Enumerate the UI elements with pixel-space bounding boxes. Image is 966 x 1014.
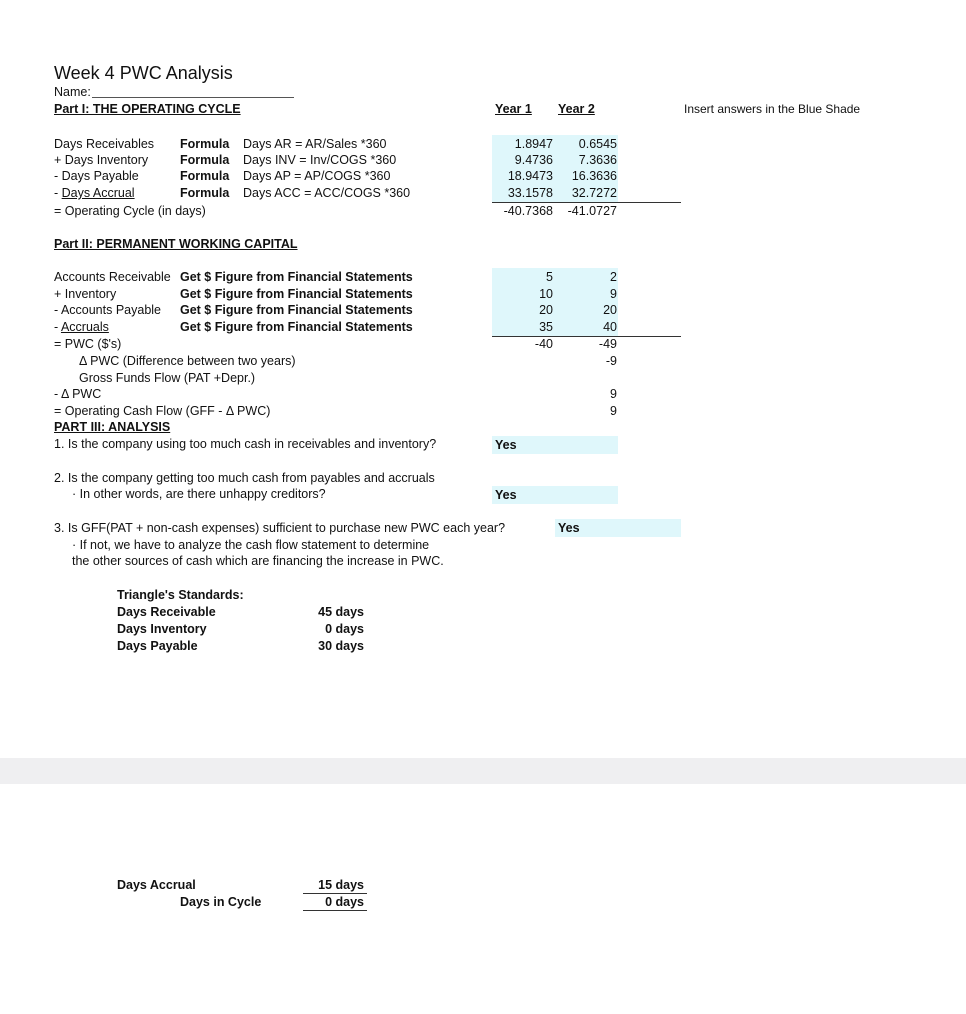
answer-3[interactable]: Yes	[558, 521, 580, 535]
p1-formula: Days AP = AP/COGS *360	[243, 169, 391, 183]
page-break	[0, 758, 966, 784]
p2-y2-value[interactable]: 40	[603, 320, 617, 334]
page-title: Week 4 PWC Analysis	[54, 63, 233, 83]
operating-cycle-y2: -41.0727	[567, 204, 617, 218]
cycle-bottom-line	[303, 910, 367, 911]
year1-header: Year 1	[495, 102, 532, 116]
part3-heading: PART III: ANALYSIS	[54, 420, 171, 434]
p1-y2-value[interactable]: 16.3636	[571, 169, 617, 183]
p1-row-label: - Days Payable	[54, 169, 139, 183]
p1-y1-value[interactable]: 9.4736	[514, 153, 553, 167]
p2-source: Get $ Figure from Financial Statements	[180, 270, 413, 284]
p1-row-label: + Days Inventory	[54, 153, 149, 167]
p2-row-label: Accounts Receivable	[54, 270, 171, 284]
delta-pwc-label: Δ PWC (Difference between two years)	[79, 354, 296, 368]
standard-label: Days Payable	[117, 639, 198, 653]
p2-y1-value[interactable]: 10	[539, 287, 553, 301]
label-prefix: -	[54, 186, 62, 200]
question-2: 2. Is the company getting too much cash from payables and accruals	[54, 471, 435, 485]
ocf-label: = Operating Cash Flow (GFF - Δ PWC)	[54, 404, 271, 418]
answer-1[interactable]: Yes	[495, 438, 517, 452]
p1-y2-value[interactable]: 7.3636	[578, 153, 617, 167]
question-2-detail: · In other words, are there unhappy creditors?	[72, 487, 326, 501]
p2-row-label: - Accounts Payable	[54, 303, 162, 317]
question-1: 1. Is the company using too much cash in receivables and inventory?	[54, 437, 437, 451]
name-label: Name:	[54, 85, 91, 99]
p1-row-label	[54, 185, 135, 201]
part2-heading: Part II: PERMANENT WORKING CAPITAL	[54, 237, 298, 251]
p2-y1-value[interactable]: 5	[546, 270, 553, 284]
p1-formula: Days ACC = ACC/COGS *360	[243, 186, 411, 200]
p2-y1-value[interactable]: 20	[539, 303, 553, 317]
p1-formula-tag: Formula	[180, 169, 230, 183]
p1-y1-value[interactable]: 1.8947	[514, 137, 553, 151]
delta-pwc-y2: -9	[605, 354, 617, 368]
days-accrual-value: 15 days	[318, 878, 364, 892]
standard-value: 0 days	[325, 622, 364, 636]
p2-y2-value[interactable]: 9	[610, 287, 617, 301]
accrual-label: Days Accrual	[61, 186, 135, 200]
days-in-cycle-label: Days in Cycle	[180, 895, 262, 909]
p1-row-label: Days Receivables	[54, 137, 155, 151]
days-accrual-label: Days Accrual	[117, 878, 196, 892]
pwc-y2: -49	[598, 337, 617, 351]
standard-label: Days Inventory	[117, 622, 207, 636]
p2-source: Get $ Figure from Financial Statements	[180, 287, 413, 301]
ocf-y2: 9	[610, 404, 617, 418]
accruals-label: Accruals	[60, 320, 109, 334]
year2-header: Year 2	[558, 102, 595, 116]
part1-heading: Part I: THE OPERATING CYCLE	[54, 102, 241, 116]
standard-value: 45 days	[318, 605, 364, 619]
answer-2[interactable]: Yes	[495, 488, 517, 502]
question-3: 3. Is GFF(PAT + non-cash expenses) sufficient to purchase new PWC each year?	[54, 521, 506, 535]
p2-y2-value[interactable]: 2	[610, 270, 617, 284]
p1-y2-value[interactable]: 0.6545	[578, 137, 617, 151]
p1-y2-value[interactable]: 32.7272	[571, 186, 617, 200]
p2-y2-value[interactable]: 20	[603, 303, 617, 317]
question-3-detail-2: the other sources of cash which are financing the increase in PWC.	[72, 554, 444, 568]
p2-y1-value[interactable]: 35	[539, 320, 553, 334]
minus-delta-pwc-label: - Δ PWC	[54, 387, 102, 401]
operating-cycle-label: = Operating Cycle (in days)	[54, 204, 206, 218]
p1-y1-value[interactable]: 33.1578	[507, 186, 553, 200]
minus-delta-pwc-y2: 9	[610, 387, 617, 401]
p1-formula-tag: Formula	[180, 153, 230, 167]
p2-source: Get $ Figure from Financial Statements	[180, 303, 413, 317]
p1-formula: Days AR = AR/Sales *360	[243, 137, 387, 151]
p1-formula: Days INV = Inv/COGS *360	[243, 153, 397, 167]
p2-row-label	[54, 319, 109, 335]
p1-formula-tag: Formula	[180, 137, 230, 151]
gff-label: Gross Funds Flow (PAT +Depr.)	[79, 371, 256, 385]
standards-heading: Triangle's Standards:	[117, 588, 244, 602]
operating-cycle-y1: -40.7368	[503, 204, 553, 218]
name-field-line[interactable]	[92, 97, 294, 98]
p1-formula-tag: Formula	[180, 186, 230, 200]
instruction-text: Insert answers in the Blue Shade	[684, 102, 861, 116]
label-prefix: -	[54, 320, 61, 334]
pwc-y1: -40	[534, 337, 553, 351]
standard-label: Days Receivable	[117, 605, 216, 619]
question-3-detail: · If not, we have to analyze the cash flow statement to determine	[72, 538, 430, 552]
pwc-label: = PWC ($'s)	[54, 337, 122, 351]
days-in-cycle-value: 0 days	[325, 895, 364, 909]
standard-value: 30 days	[318, 639, 364, 653]
p1-y1-value[interactable]: 18.9473	[507, 169, 553, 183]
p2-source: Get $ Figure from Financial Statements	[180, 320, 413, 334]
p2-row-label: + Inventory	[54, 287, 117, 301]
